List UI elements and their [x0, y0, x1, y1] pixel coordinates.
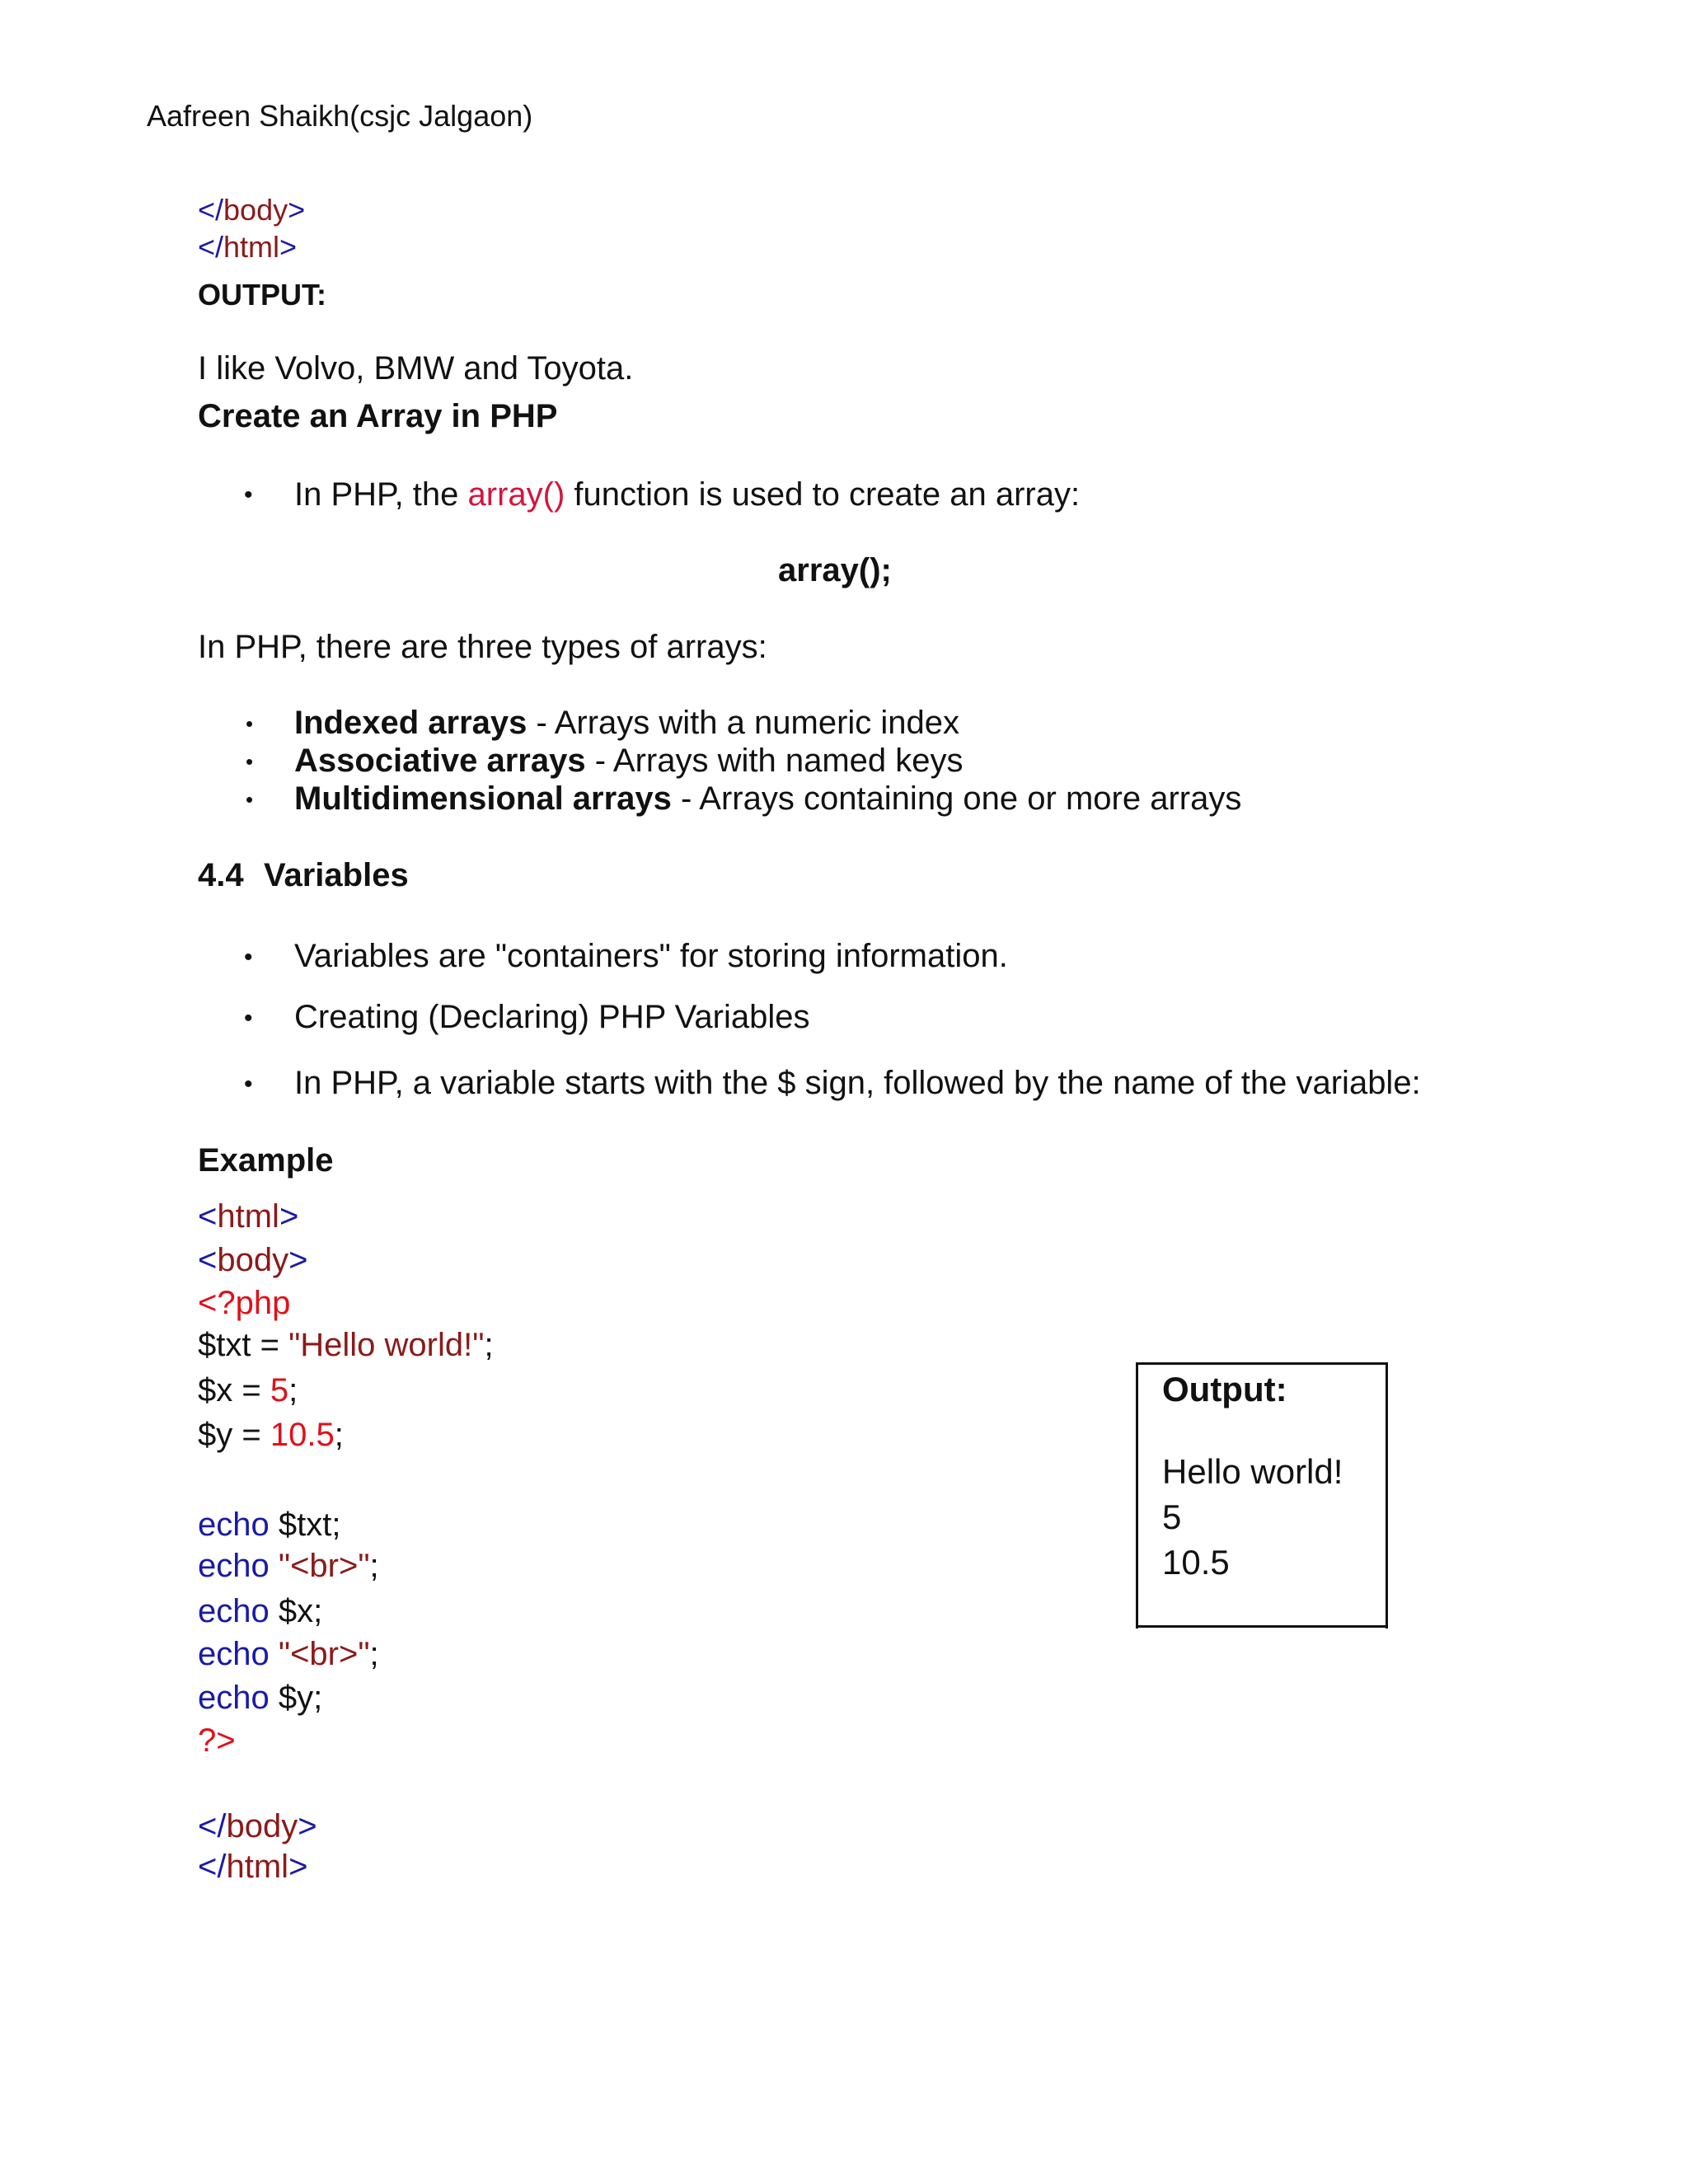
array-syntax: array(); [778, 552, 892, 588]
variables-bullet-1: Variables are "containers" for storing information. [294, 938, 1008, 974]
code-close-body-2: </body> [198, 1808, 317, 1844]
bullet-icon: • [244, 1071, 253, 1098]
output-box-title: Output: [1162, 1370, 1287, 1408]
output-box-line-1: Hello world! [1162, 1452, 1343, 1491]
code-php-close: ?> [198, 1722, 236, 1759]
output-box-line-3: 10.5 [1162, 1543, 1230, 1582]
array-type-multidimensional: Multidimensional arrays - Arrays containing one or more arrays [294, 780, 1242, 817]
code-close-html: </html> [198, 230, 298, 264]
array-type-indexed: Indexed arrays - Arrays with a numeric index [294, 705, 960, 741]
code-echo-y: echo $y; [198, 1680, 323, 1716]
variables-bullet-3: In PHP, a variable starts with the $ sign, followed by the name of the variable: [294, 1065, 1421, 1101]
bullet-icon: • [246, 749, 254, 774]
output-text: I like Volvo, BMW and Toyota. [198, 350, 634, 387]
variables-section-title: Variables [264, 857, 409, 893]
array-section-heading: Create an Array in PHP [198, 398, 558, 434]
bullet-icon: • [244, 944, 253, 971]
array-function-bullet: In PHP, the array() function is used to create an array: [294, 476, 1081, 513]
code-y-assign: $y = 10.5; [198, 1417, 344, 1453]
bullet-icon: • [244, 481, 253, 509]
code-echo-txt: echo $txt; [198, 1507, 341, 1543]
code-x-assign: $x = 5; [198, 1372, 298, 1408]
example-heading: Example [198, 1142, 334, 1179]
code-echo-br: echo "<br>"; [198, 1548, 379, 1584]
bullet-icon: • [246, 711, 254, 736]
output-box-divider [1136, 1625, 1386, 1628]
variables-bullet-2: Creating (Declaring) PHP Variables [294, 999, 810, 1035]
code-php-open: <?php [198, 1285, 291, 1321]
bullet-icon: • [246, 787, 254, 812]
array-function-name: array() [467, 476, 565, 513]
code-txt-assign: $txt = "Hello world!"; [198, 1327, 494, 1363]
code-open-body: <body> [198, 1242, 308, 1278]
bullet-icon: • [244, 1005, 253, 1032]
code-open-html: <html> [198, 1198, 299, 1235]
code-echo-br: echo "<br>"; [198, 1636, 379, 1672]
array-type-associative: Associative arrays - Arrays with named keys [294, 743, 964, 779]
variables-section-number: 4.4 [198, 857, 244, 893]
code-close-body: </body> [198, 193, 306, 227]
page-header-author: Aafreen Shaikh(csjc Jalgaon) [147, 99, 533, 133]
array-types-intro: In PHP, there are three types of arrays: [198, 629, 767, 665]
code-echo-x: echo $x; [198, 1593, 323, 1629]
code-close-html-2: </html> [198, 1849, 308, 1885]
output-heading: OUTPUT: [198, 278, 326, 312]
output-box-line-2: 5 [1162, 1497, 1182, 1536]
